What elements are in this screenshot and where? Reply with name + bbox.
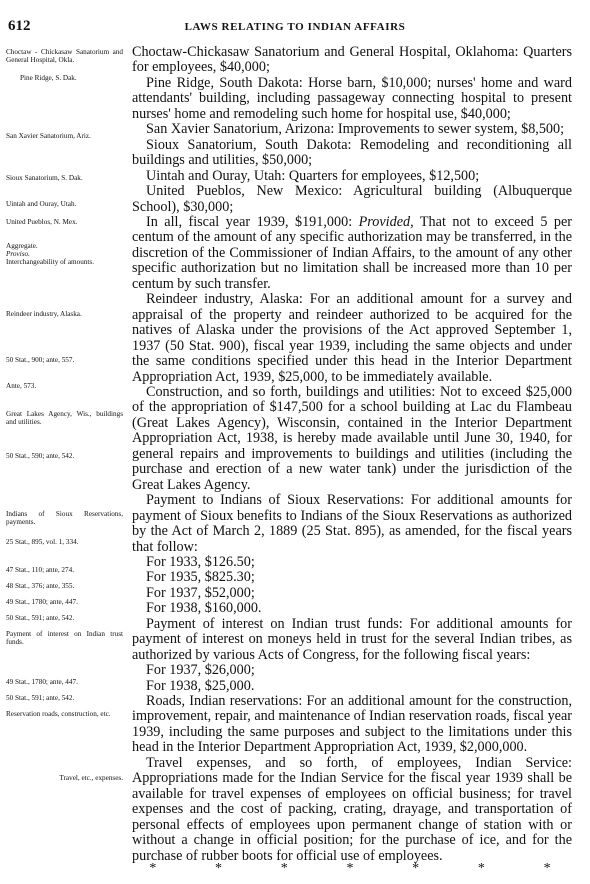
- paragraph-choctaw: Choctaw-Chickasaw Sanatorium and General Hospital, Oklahoma: Quarters for employees, $40,000;: [132, 44, 572, 76]
- paragraph-united-pueblos: United Pueblos, New Mexico: Agricultural building (Albuquerque School), $30,000;: [132, 183, 572, 215]
- proviso-text: That not to exceed 5 per centum of the amount of any specific authorization may be transferred, in the discretion of the Commissioner of Indian Affairs, to the amount of any other specific authorization but no limitation shall be increased more than 10 per centum by such transfer.: [132, 213, 573, 292]
- amount-line: For 1938, $160,000.: [146, 600, 262, 617]
- separator-star: *: [280, 861, 288, 876]
- margin-note-reservation-roads: Reservation roads, construction, etc.: [6, 710, 111, 718]
- margin-note-travel: Travel, etc., expenses.: [59, 774, 123, 782]
- amount-line: For 1937, $26,000;: [146, 662, 255, 679]
- paragraph-sioux-reservations: Payment to Indians of Sioux Reservations: For additional amounts for payment of Sioux benefits to Indians of the Sioux Reservations as authorized by the Act of March 2, 1889 (25 Stat. 895), as amended, for the fiscal years that follow:: [132, 492, 572, 555]
- paragraph-pine-ridge: Pine Ridge, South Dakota: Horse barn, $10,000; nurses' home and ward attendants' building, including passageway connecting hospital to present nurses' home and remodeling such home for hospital use, $40,000;: [132, 74, 572, 122]
- amount-line: For 1937, $52,000;: [146, 584, 255, 601]
- paragraph-sioux-sanatorium: Sioux Sanatorium, South Dakota: Remodeling and reconditioning all buildings and utilities, $50,000;: [132, 136, 572, 169]
- body-text: [132, 45, 572, 864]
- margin-note-great-lakes: Great Lakes Agency, Wis., buildings and utilities.: [6, 410, 123, 426]
- separator-star: *: [412, 861, 420, 876]
- paragraph-interest: Payment of interest on Indian trust funds: For additional amounts for payment of interest on moneys held in trust for the several Indian tribes, as authorized by various Acts of Congress, for the following fiscal years:: [132, 615, 572, 663]
- amount-line: For 1938, $25,000.: [146, 677, 255, 694]
- proviso-word: Provided,: [358, 213, 414, 230]
- margin-note-citation: 50 Stat., 591; ante, 542.: [6, 614, 75, 622]
- margin-note-citation: 50 Stat., 591; ante, 542.: [6, 694, 75, 702]
- amount-line: For 1935, $825.30;: [146, 569, 255, 586]
- margin-note-united-pueblos: United Pueblos, N. Mex.: [6, 218, 78, 226]
- running-title: LAWS RELATING TO INDIAN AFFAIRS: [184, 21, 406, 33]
- margin-note-choctaw: Choctaw - Chickasaw Sanatorium and General Hospital, Okla.: [6, 48, 123, 64]
- margin-note-aggregate: Aggregate.: [6, 242, 38, 250]
- separator-star: *: [346, 861, 354, 876]
- margin-note-citation: 49 Stat., 1780; ante, 447.: [6, 598, 78, 606]
- margin-note-interest-trust-funds: Payment of interest on Indian trust funds.: [6, 630, 123, 646]
- paragraph-uintah: Uintah and Ouray, Utah: Quarters for employees, $12,500;: [146, 167, 480, 184]
- paragraph-san-xavier: San Xavier Sanatorium, Arizona: Improvements to sewer system, $8,500;: [146, 121, 565, 138]
- margin-note-sioux-sanatorium: Sioux Sanatorium, S. Dak.: [6, 174, 83, 182]
- paragraph-reindeer: Reindeer industry, Alaska: For an additional amount for a survey and appraisal of the property and reindeer authorized to be acquired for the natives of Alaska under the provisions of the Act approved September 1, 1937 (50 Stat. 900), fiscal year 1939, including the same objects and under the same conditions specified under this head in the Interior Department Appropriation Act, 1939, $25,000, to be immediately available.: [132, 291, 572, 385]
- paragraph-aggregate: [132, 215, 572, 292]
- margin-note-reindeer: Reindeer industry, Alaska.: [6, 310, 82, 318]
- margin-note-citation: 48 Stat., 376; ante, 355.: [6, 582, 75, 590]
- paragraph-roads: Roads, Indian reservations: For an additional amount for the construction, improvement, repair, and maintenance of Indian reservation roads, fiscal year 1939, including the same purposes and subject to the limitations under this head in the Interior Department Appropriation Act, 1939, $2,000,000.: [132, 693, 572, 756]
- section-separator: [120, 861, 580, 877]
- margin-note-citation: 25 Stat., 895, vol. 1, 334.: [6, 538, 79, 546]
- margin-note-interchangeability: Interchangeability of amounts.: [6, 258, 95, 266]
- aggregate-total: In all, fiscal year 1939, $191,000:: [146, 213, 353, 230]
- separator-star: *: [477, 861, 485, 876]
- margin-note-sioux-reservations: Indians of Sioux Reservations, payments.: [6, 510, 123, 526]
- separator-star: *: [215, 861, 223, 876]
- margin-note-san-xavier: San Xavier Sanatorium, Ariz.: [6, 132, 91, 140]
- paragraph-great-lakes: Construction, and so forth, buildings and utilities: Not to exceed $25,000 of the appropriation of $147,500 for a school building at Lac du Flambeau (Great Lakes Agency), Wisconsin, contained in the Interior Department Appropriation Act, 1938, is hereby made available until June 30, 1940, for general repairs and improvements to buildings and utilities (including the purchase and erection of a new water tank) under the jurisdiction of the Great Lakes Agency.: [132, 383, 572, 493]
- margin-note-proviso: Proviso.: [6, 250, 30, 258]
- page-number: 612: [8, 18, 31, 34]
- separator-star: *: [543, 861, 551, 876]
- margin-note-citation: Ante, 573.: [6, 382, 37, 390]
- amount-line: For 1933, $126.50;: [146, 553, 255, 570]
- margin-note-citation: 50 Stat., 900; ante, 557.: [6, 356, 75, 364]
- margin-note-pine-ridge: Pine Ridge, S. Dak.: [20, 74, 77, 82]
- margin-notes: [0, 0, 124, 884]
- paragraph-travel: Travel expenses, and so forth, of employees, Indian Service: Appropriations made for the Indian Service for the fiscal year 1939 shall be available for travel expenses of employees on official business; for travel expenses and the cost of packing, crating, drayage, and transportation of personal effects of employees upon permanent change of station with or without a change in official position; for the purchase of ice, and for the purchase of rubber boots for official use of employees.: [132, 754, 572, 864]
- margin-note-citation: 49 Stat., 1780; ante, 447.: [6, 678, 78, 686]
- margin-note-citation: 47 Stat., 110; ante, 274.: [6, 566, 75, 574]
- margin-note-uintah: Uintah and Ouray, Utah.: [6, 200, 77, 208]
- separator-star: *: [149, 861, 157, 876]
- margin-note-citation: 50 Stat., 590; ante, 542.: [6, 452, 75, 460]
